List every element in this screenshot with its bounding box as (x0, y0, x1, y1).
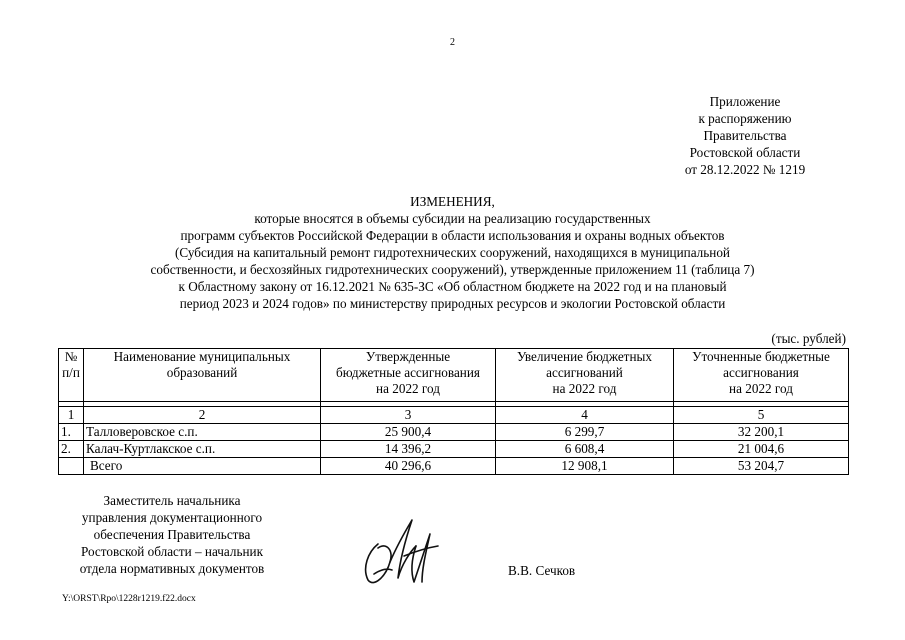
column-number-row (59, 407, 849, 424)
total-approved: 40 296,6 (321, 458, 496, 475)
header-updated: Уточненные бюджетные ассигнования на 2022 год (674, 349, 849, 402)
total-label: Всего (84, 458, 321, 475)
title-line: собственности, и бесхозяйных гидротехнических сооружений), утвержденные приложением 11 (таблица 7) (150, 262, 755, 277)
row-num: 1. (59, 424, 84, 441)
column-number: 4 (496, 407, 674, 424)
subsidy-table (58, 348, 849, 475)
title-line: программ субъектов Российской Федерации в области использования и охраны водных объектов (180, 228, 725, 243)
signer-position (62, 492, 282, 577)
appendix-line: Приложение (709, 94, 781, 109)
appendix-line: Ростовской области (689, 145, 801, 160)
row-name: Калач-Куртлакское с.п. (84, 441, 321, 458)
table-header-row (59, 349, 849, 402)
total-increase: 12 908,1 (496, 458, 674, 475)
column-number: 2 (84, 407, 321, 424)
appendix-line: к распоряжению (698, 111, 792, 126)
page-number: 2 (450, 37, 455, 48)
signer-position-line: Ростовской области – начальник (80, 544, 264, 559)
title-line: (Субсидия на капитальный ремонт гидротехнических сооружений, находящихся в муниципальной (175, 245, 730, 260)
header-approved: Утвержденные бюджетные ассигнования на 2022 год (321, 349, 496, 402)
title-line: которые вносятся в объемы субсидии на реализацию государственных (254, 211, 651, 226)
row-name: Талловеровское с.п. (84, 424, 321, 441)
signer-position-line: отдела нормативных документов (79, 561, 265, 576)
signer-name: В.В. Сечков (508, 563, 576, 578)
title-heading: ИЗМЕНЕНИЯ, (410, 194, 495, 209)
column-number: 1 (59, 407, 84, 424)
appendix-block (650, 93, 840, 178)
table-row (59, 424, 849, 441)
title-line: к Областному закону от 16.12.2021 № 635-ЗС «Об областном бюджете на 2022 год и на плановый (178, 279, 727, 294)
row-increase: 6 608,4 (496, 441, 674, 458)
row-increase: 6 299,7 (496, 424, 674, 441)
file-path: Y:\ORST\Rpo\1228r1219.f22.docx (62, 594, 196, 604)
table-row (59, 441, 849, 458)
document-title (90, 193, 815, 312)
signer-position-line: обеспечения Правительства (93, 527, 251, 542)
header-name: Наименование муниципальных образований (84, 349, 321, 402)
appendix-line: Правительства (703, 128, 787, 143)
row-approved: 25 900,4 (321, 424, 496, 441)
column-number: 5 (674, 407, 849, 424)
signer-position-line: управления документационного (81, 510, 263, 525)
row-approved: 14 396,2 (321, 441, 496, 458)
header-num: № п/п (59, 349, 84, 402)
column-number: 3 (321, 407, 496, 424)
total-row (59, 458, 849, 475)
handwritten-signature (356, 512, 446, 590)
appendix-line: от 28.12.2022 № 1219 (684, 162, 806, 177)
header-increase: Увеличение бюджетных ассигнований на 2022 год (496, 349, 674, 402)
signer-position-line: Заместитель начальника (103, 493, 241, 508)
units-label: (тыс. рублей) (771, 331, 846, 346)
total-updated: 53 204,7 (674, 458, 849, 475)
row-updated: 21 004,6 (674, 441, 849, 458)
row-num: 2. (59, 441, 84, 458)
title-line: период 2023 и 2024 годов» по министерству природных ресурсов и экологии Ростовской области (179, 296, 726, 311)
total-num-empty (59, 458, 84, 475)
row-updated: 32 200,1 (674, 424, 849, 441)
